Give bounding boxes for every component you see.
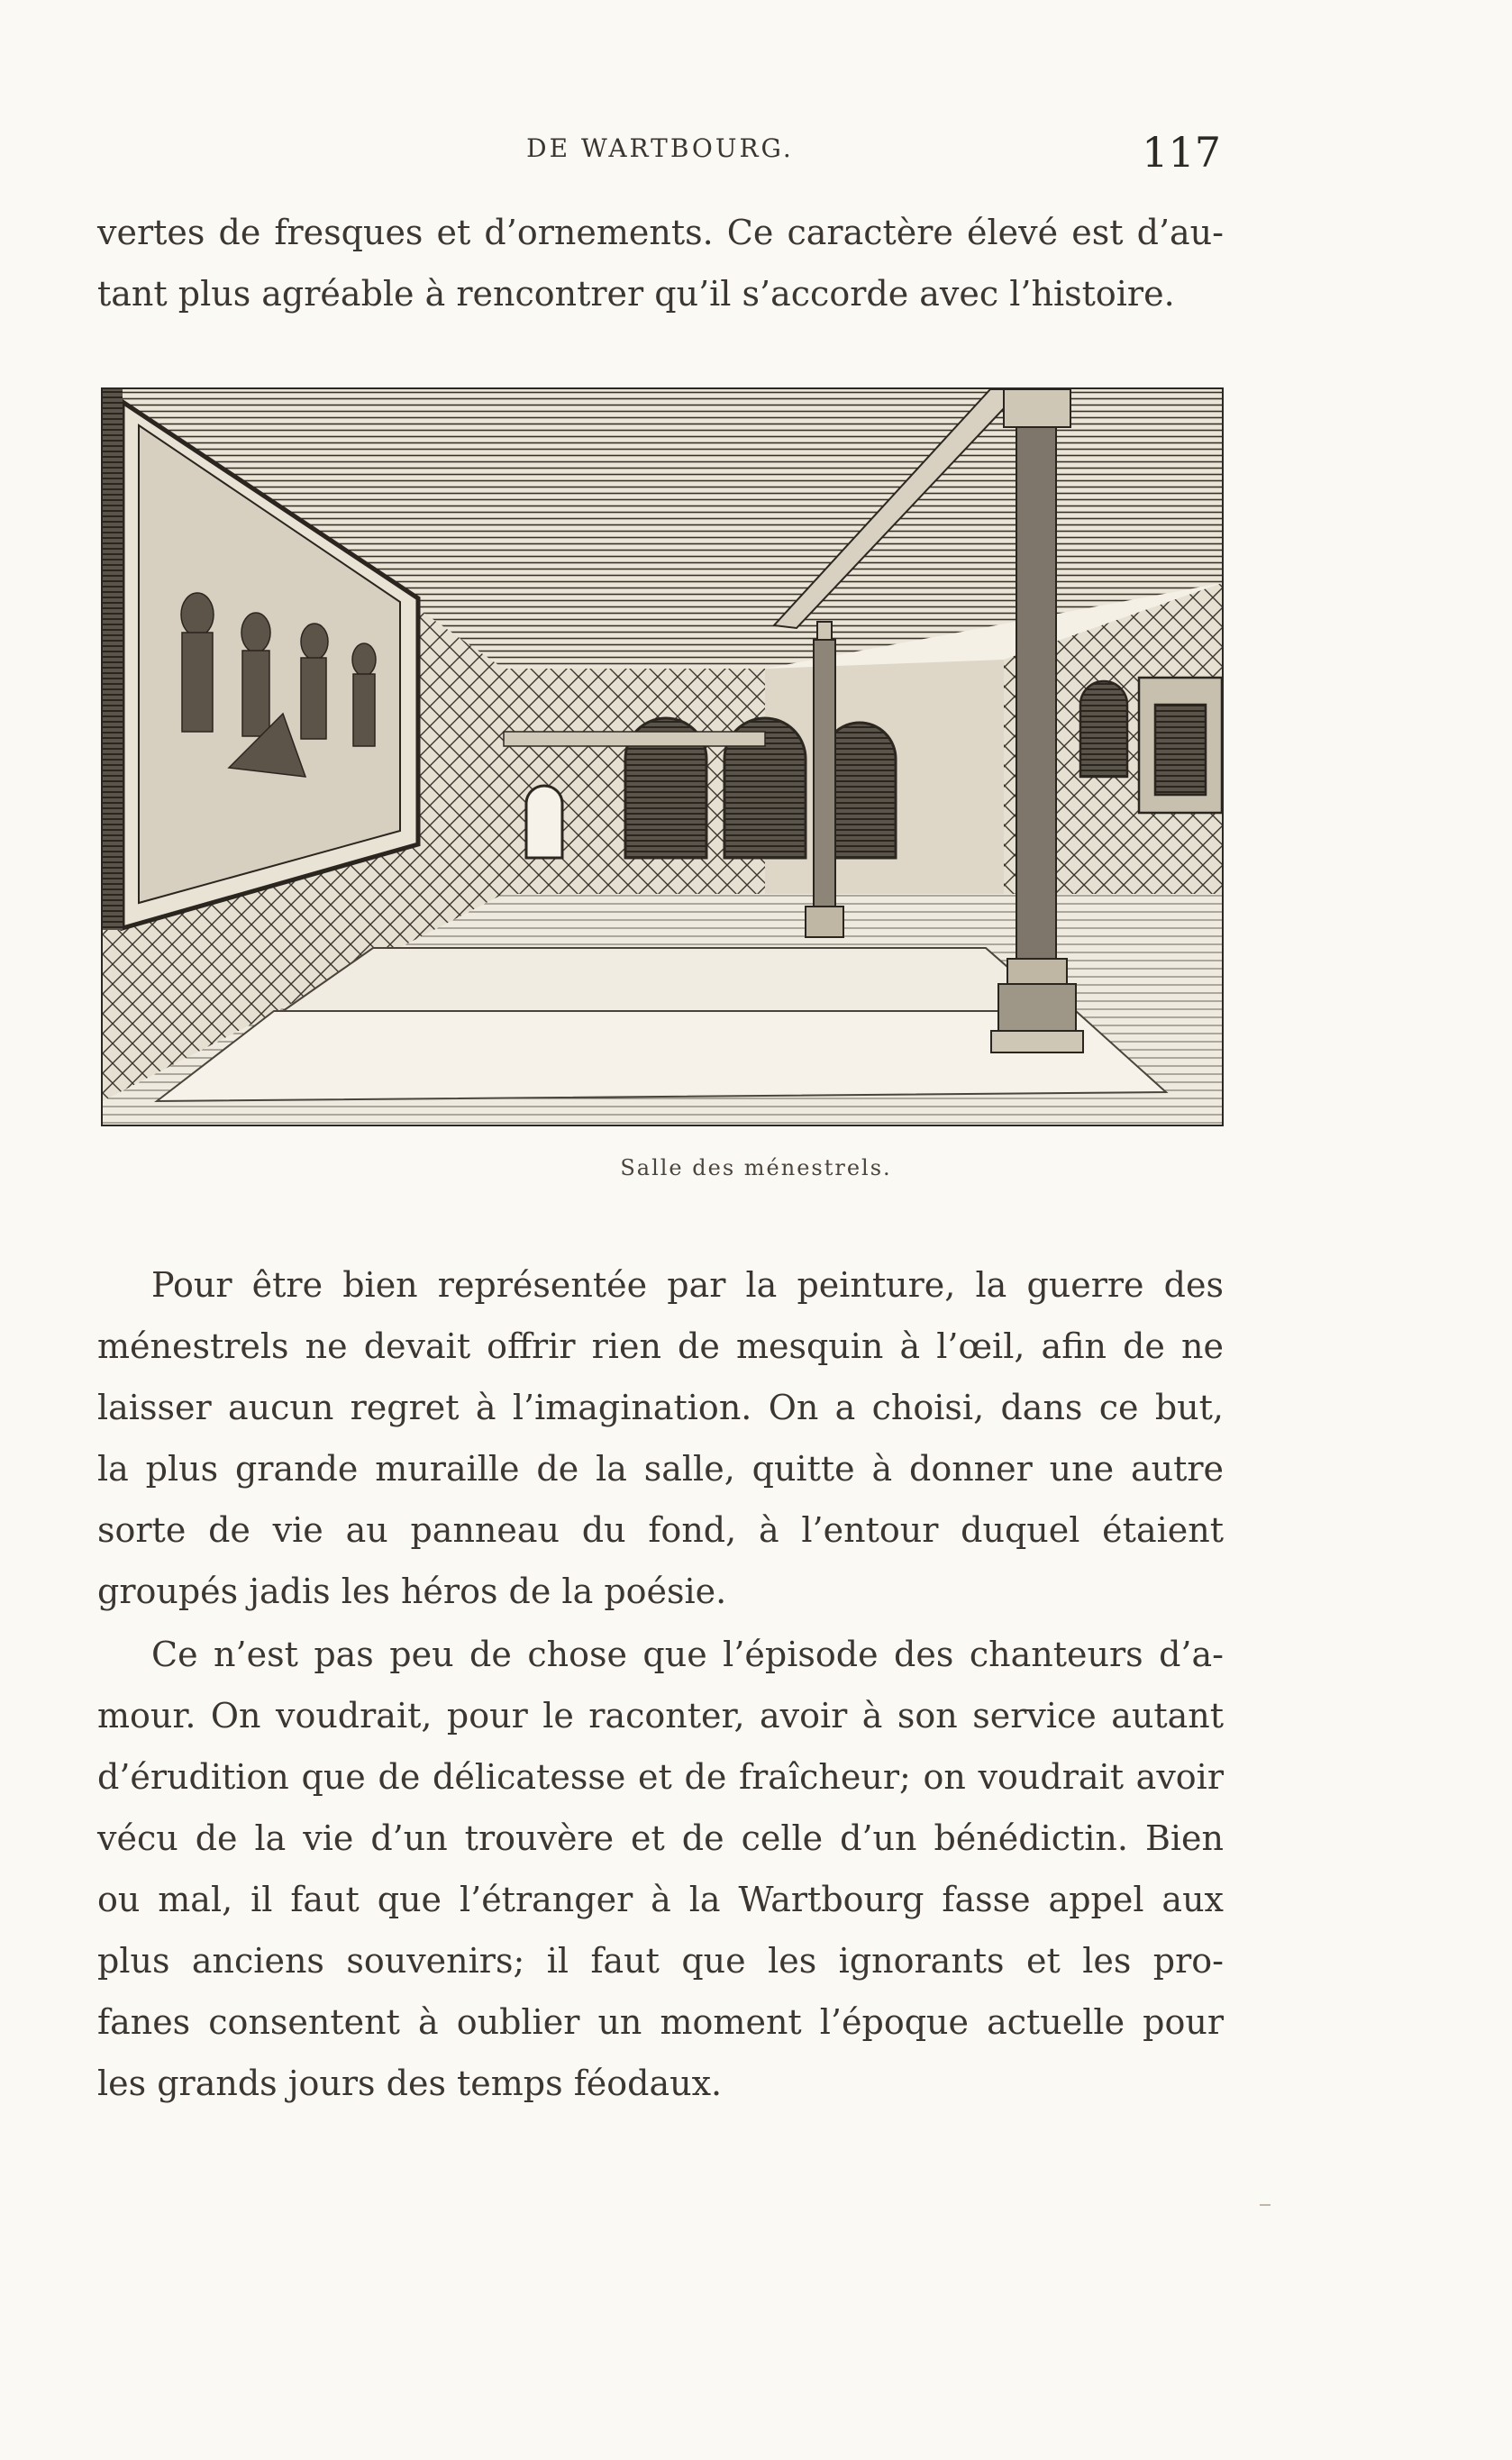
figure-caption: Salle des ménestrels. — [620, 1155, 892, 1180]
margin-mark — [1260, 2204, 1271, 2206]
page-number: 117 — [1142, 128, 1221, 177]
paragraph-1-line-5: sorte de vie au panneau du fond, à l’entour duquel étaient — [97, 1510, 1224, 1550]
paragraph-2-line-5: ou mal, il faut que l’étranger à la Wartbourg fasse appel aux — [97, 1880, 1224, 1919]
paragraph-2-line-4: vécu de la vie d’un trouvère et de celle d’un bénédictin. Bien — [97, 1818, 1224, 1858]
paragraph-1-line-4: la plus grande muraille de la salle, quitte à donner une autre — [97, 1449, 1224, 1489]
paragraph-1-line-1: Pour être bien représentée par la peinture, la guerre des — [151, 1265, 1224, 1305]
paragraph-1-line-2: ménestrels ne devait offrir rien de mesquin à l’œil, afin de ne — [97, 1326, 1224, 1366]
paragraph-2-line-3: d’érudition que de délicatesse et de fraîcheur; on voudrait avoir — [97, 1757, 1224, 1797]
paragraph-2-line-7: fanes consentent à oublier un moment l’époque actuelle pour — [97, 2002, 1224, 2042]
paragraph-2-line-8: les grands jours des temps féodaux. — [97, 2064, 723, 2103]
paragraph-2-line-1: Ce n’est pas peu de chose que l’épisode des chanteurs d’a- — [151, 1635, 1224, 1674]
paragraph-2-line-6: plus anciens souvenirs; il faut que les ignorants et les pro- — [97, 1941, 1224, 1981]
paragraph-1-line-3: laisser aucun regret à l’imagination. On a choisi, dans ce but, — [97, 1388, 1224, 1427]
intro-line-2: tant plus agréable à rencontrer qu’il s’accorde avec l’histoire. — [97, 274, 1175, 314]
paragraph-1-line-6: groupés jadis les héros de la poésie. — [97, 1572, 727, 1611]
paragraph-2-line-2: mour. On voudrait, pour le raconter, avoir à son service autant — [97, 1696, 1224, 1736]
intro-line-1: vertes de fresques et d’ornements. Ce caractère élevé est d’au- — [97, 213, 1224, 252]
hall-illustration — [103, 389, 1222, 1125]
page-header — [99, 128, 1221, 182]
engraving-salle-des-menestrels — [101, 387, 1224, 1126]
running-head: DE WARTBOURG. — [526, 133, 794, 163]
